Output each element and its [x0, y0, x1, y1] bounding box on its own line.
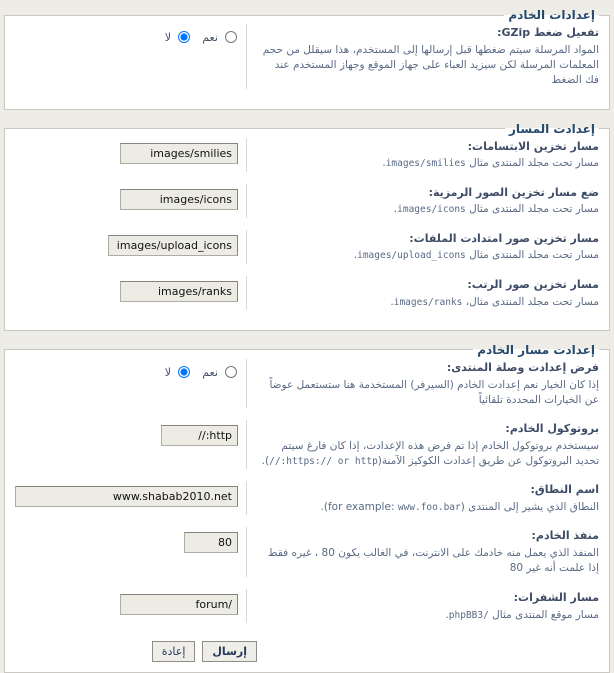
setting-row-server-port	[15, 527, 599, 576]
server-protocol-explain: سيستخدم بروتوكول الخادم إذا تم فرض هذه الإعدادت، إذا كان فارغ سيتم تحديد البروتوكول عن طريق إعدادت الكوكيز الآمنة(https:// or http://).	[261, 439, 599, 468]
setting-row-smilies-path	[15, 138, 599, 172]
icons-path-explain: مسار تحت مجلد المنتدى مثال images/icons.	[393, 203, 599, 216]
smilies-path-label: مسار تخزين الابتسامات:	[467, 139, 599, 153]
ranks-path-input[interactable]	[120, 281, 238, 302]
force-server-vars-no-radio[interactable]	[178, 366, 190, 378]
icons-path-example: images/icons	[397, 204, 466, 216]
gzip-no-radio[interactable]	[178, 31, 190, 43]
setting-row-server-name	[15, 481, 599, 515]
section-server-settings	[4, 8, 610, 110]
server-name-input[interactable]	[15, 486, 238, 507]
setting-row-ranks-path	[15, 276, 599, 310]
setting-row-icons-path	[15, 184, 599, 218]
icons-path-label: ضع مسار تخزين الصور الرمزية:	[428, 185, 599, 199]
server-port-label: منفذ الخادم:	[531, 529, 599, 543]
smilies-path-input[interactable]	[120, 143, 238, 164]
force-server-vars-yes-radio[interactable]	[225, 366, 237, 378]
upload-icons-path-input[interactable]	[108, 235, 238, 256]
setting-row-gzip	[15, 24, 599, 89]
section-path-settings-legend: إعدادت المسار	[508, 121, 595, 136]
server-name-label: اسم النطاق:	[530, 483, 599, 497]
force-server-vars-yes-label: نعم	[202, 365, 218, 379]
form-actions	[15, 635, 599, 664]
smilies-path-example: images/smilies	[385, 158, 466, 170]
section-server-url-settings	[4, 343, 610, 673]
ranks-path-example: images/ranks	[393, 296, 463, 308]
gzip-yes-radio[interactable]	[225, 31, 237, 43]
setting-row-force-server-vars	[15, 359, 599, 408]
gzip-radio-group	[159, 23, 238, 45]
server-port-input[interactable]	[184, 532, 238, 553]
gzip-yes-label: نعم	[202, 31, 218, 44]
server-name-explain: النطاق الذي يشير إلى المنتدى (for example: www.foo.bar).	[320, 501, 599, 514]
script-path-label: مسار الشفرات:	[513, 590, 599, 604]
server-protocol-example: https:// or http://	[269, 456, 378, 468]
script-path-input[interactable]	[120, 594, 238, 615]
reset-button[interactable]: إعادة	[152, 641, 196, 662]
upload-icons-path-example: images/upload_icons	[357, 250, 466, 262]
gzip-explain: المواد المرسلة سيتم ضغطها قبل إرسالها إلى المستخدم، هذا سيقلل من حجم المعلمات المرسلة لكن سيزيد العباء على جهاز الموقع وجهاز المستخدم عند فك الضغط	[262, 43, 599, 87]
upload-icons-path-explain: مسار تحت مجلد المنتدى مثال images/upload_icons.	[353, 249, 599, 262]
force-server-vars-no-label: لا	[164, 365, 172, 379]
script-path-explain: مسار موقع المنتدى مثال /phpBB3.	[445, 608, 599, 621]
setting-row-server-protocol	[15, 420, 599, 469]
server-name-example: www.foo.bar	[397, 502, 461, 514]
ranks-path-label: مسار تخزين صور الرتب:	[467, 277, 599, 291]
section-server-url-settings-legend: إعدادت مسار الخادم	[477, 342, 595, 357]
setting-row-upload-icons-path	[15, 230, 599, 264]
smilies-path-explain: مسار تحت مجلد المنتدى مثال images/smilies.	[382, 157, 599, 170]
force-server-vars-label: فرض إعدادت وصلة المنتدى:	[446, 360, 599, 374]
section-path-settings	[4, 122, 610, 331]
upload-icons-path-label: مسار تخزين صور امتدادت الملفات:	[409, 231, 599, 245]
server-protocol-label: بروتوكول الخادم:	[505, 422, 599, 436]
section-server-settings-legend: إعدادات الخادم	[508, 8, 595, 22]
gzip-no-label: لا	[164, 31, 172, 44]
force-server-vars-explain: إذا كان الخيار نعم إعدادت الخادم (السيرفر) المستخدمة هنا ستستعمل عوضاً عن الخيارات المحددة تلقائياً	[269, 378, 599, 406]
icons-path-input[interactable]	[120, 189, 238, 210]
server-protocol-input[interactable]	[161, 425, 238, 446]
gzip-label: تفعيل ضغط GZip:	[497, 26, 599, 39]
setting-row-script-path	[15, 589, 599, 623]
force-server-vars-radio-group	[159, 358, 238, 380]
submit-button[interactable]: إرسال	[202, 641, 257, 662]
server-port-explain: المنفذ الذي يعمل منه خادمك على الانترنت، في الغالب يكون 80 ، غيره فقط إذا علمت أنه غير 80	[267, 547, 599, 575]
ranks-path-explain: مسار تحت مجلد المنتدى مثال، images/ranks.	[390, 295, 599, 308]
script-path-example: /phpBB3	[448, 609, 489, 621]
